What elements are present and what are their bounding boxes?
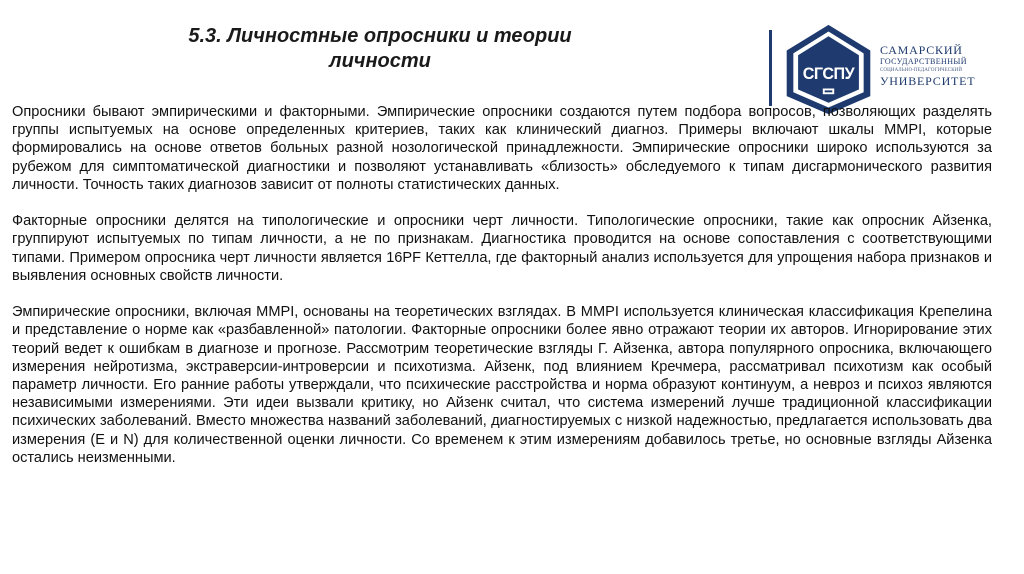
paragraph-1: Опросники бывают эмпирическими и факторными. Эмпирические опросники создаются путем подбора вопросов, позволяющих разделять группы испытуемых на основе определенных критериев, таких как клинический диагноз. Примеры включают шкалы MMPI, которые формировались на основе ответов больных разной нозологической принадлежности. Эмпирические опросники широко используются за рубежом для симптоматической диагностики и позволяют устанавливать «близость» обследуемого к типам дисгармонического развития личности. Точность таких диагнозов зависит от полноты статистических данных. [12,104,992,193]
university-name [880,44,1020,88]
logo-divider [769,30,772,106]
logo-emblem-text: СГСПУ [802,65,855,83]
paragraph-2: Факторные опросники делятся на типологические и опросники черт личности. Типологические опросники, такие как опросник Айзенка, группируют испытуемых по типам личности, а не по признакам. Диагностика проводится на основе сопоставления с соответствующими типами. Примером опросника черт личности является 16PF Кеттелла, где факторный анализ используется для упрощения набора признаков и выявления основных свойств личности. [12,213,992,284]
university-name-line-1: САМАРСКИЙ [880,43,963,57]
university-name-line-3: СОЦИАЛЬНО-ПЕДАГОГИЧЕСКИЙ [880,68,963,73]
university-name-line-2: ГОСУДАРСТВЕННЫЙ [880,57,967,66]
body-text [12,103,992,467]
title-line-2: личности [329,50,431,72]
title-line-1: 5.3. Личностные опросники и теории [188,25,572,47]
university-name-line-4: УНИВЕРСИТЕТ [880,74,976,88]
page-title [120,24,640,74]
paragraph-3: Эмпирические опросники, включая MMPI, основаны на теоретических взглядах. В MMPI используется клиническая классификация Крепелина и представление о норме как «разбавленной» патологии. Факторные опросники более явно отражают теории их авторов. Игнорирование этих теорий ведет к ошибкам в диагнозе и прогнозе. Рассмотрим теоретические взгляды Г. Айзенка, автора популярного опросника, включающего измерения нейротизма, экстраверсии-интроверсии и психотизма. Айзенк, под влиянием Кречмера, рассматривал психотизм как особый параметр личности. Его ранние работы утверждали, что психические расстройства и норма образуют континуум, а невроз и психоз являются независимыми измерениями. Эти идеи вызвали критику, но Айзенк считал, что система измерений лучше традиционной классификации психических заболеваний. Вместо множества названий заболеваний, диагностируемых с низкой надежностью, предлагается использовать два измерения (E и N) для количественной оценки личности. Со временем к этим измерениям добавилось третье, но основные взгляды Айзенка остались неизменными. [12,304,992,466]
